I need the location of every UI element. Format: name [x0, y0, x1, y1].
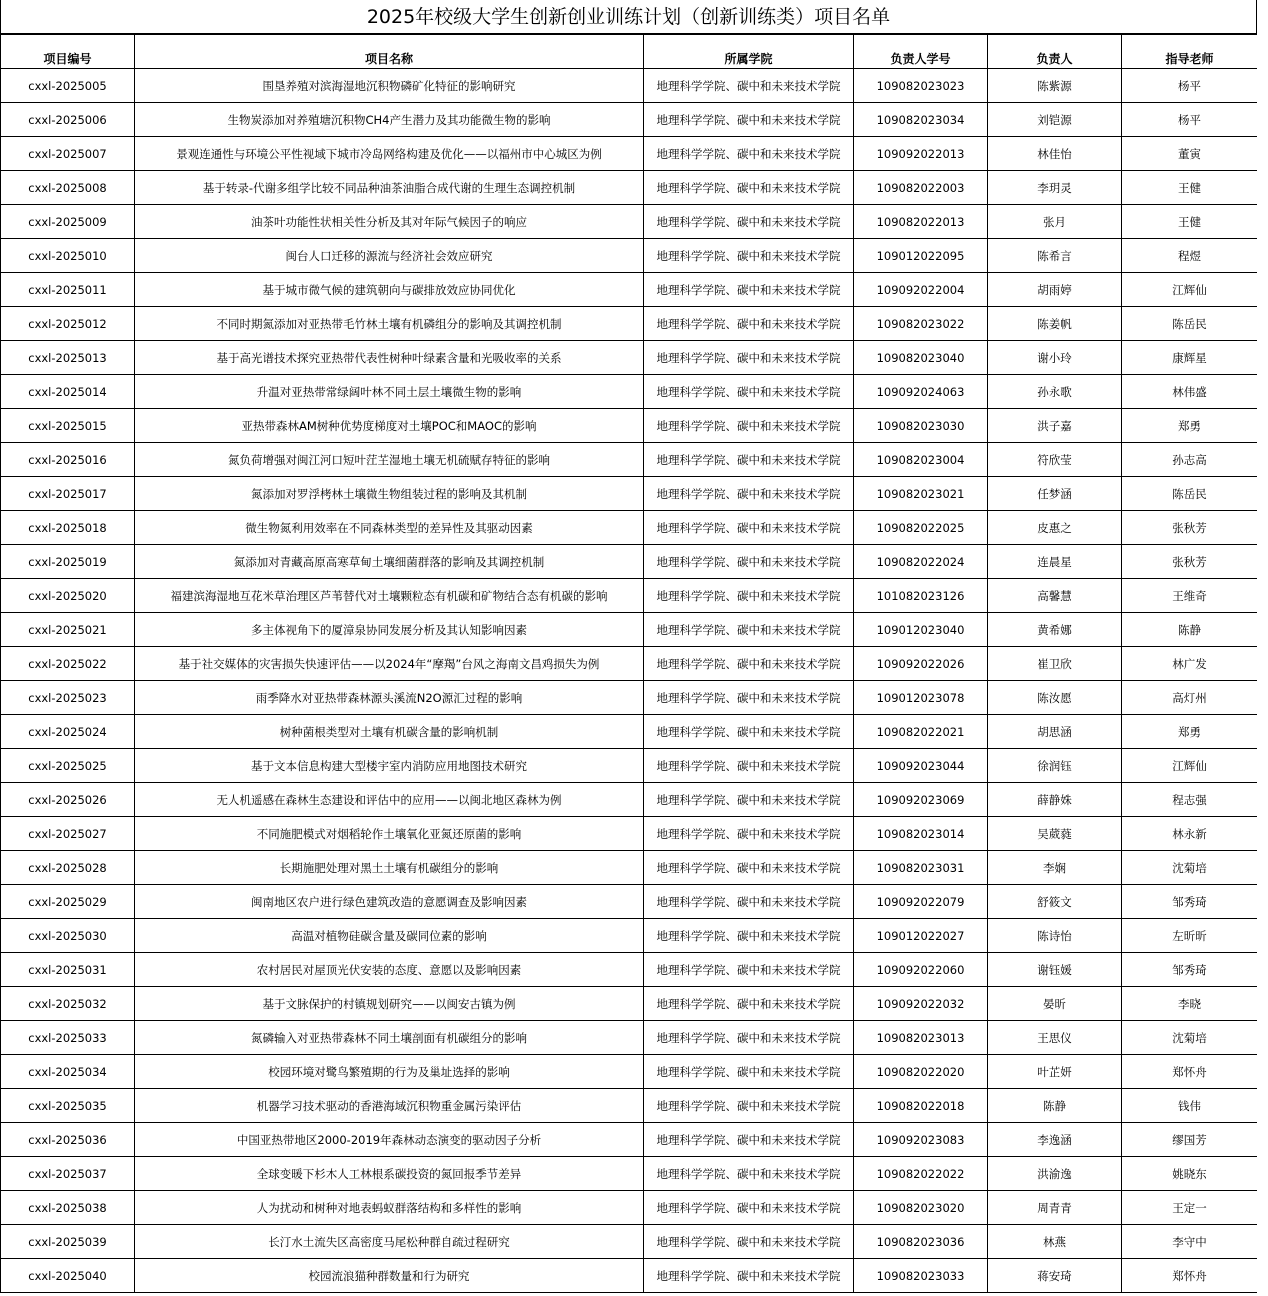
cell-college: 地理科学学院、碳中和未来技术学院 [644, 69, 854, 103]
table-row [1, 647, 1258, 681]
cell-college: 地理科学学院、碳中和未来技术学院 [644, 1259, 854, 1293]
cell-college: 地理科学学院、碳中和未来技术学院 [644, 477, 854, 511]
cell-project-id: cxxl-2025006 [1, 103, 135, 137]
cell-college: 地理科学学院、碳中和未来技术学院 [644, 1191, 854, 1225]
table-row [1, 715, 1258, 749]
cell-leader: 李玥灵 [988, 171, 1122, 205]
cell-college: 地理科学学院、碳中和未来技术学院 [644, 851, 854, 885]
cell-student-id: 109082022003 [854, 171, 988, 205]
col-header-college: 所属学院 [644, 35, 854, 69]
cell-college: 地理科学学院、碳中和未来技术学院 [644, 647, 854, 681]
cell-project-name: 基于高光谱技术探究亚热带代表性树种叶绿素含量和光吸收率的关系 [135, 341, 644, 375]
cell-project-name: 基于文本信息构建大型楼宇室内消防应用地图技术研究 [135, 749, 644, 783]
cell-project-id: cxxl-2025039 [1, 1225, 135, 1259]
cell-student-id: 109092022032 [854, 987, 988, 1021]
table-row [1, 477, 1258, 511]
cell-project-id: cxxl-2025035 [1, 1089, 135, 1123]
table-row [1, 69, 1258, 103]
cell-advisor: 沈菊培 [1122, 851, 1258, 885]
cell-student-id: 109082023033 [854, 1259, 988, 1293]
table-row [1, 341, 1258, 375]
cell-leader: 洪渝逸 [988, 1157, 1122, 1191]
cell-project-id: cxxl-2025008 [1, 171, 135, 205]
cell-leader: 李逸涵 [988, 1123, 1122, 1157]
cell-project-id: cxxl-2025010 [1, 239, 135, 273]
table-row [1, 1259, 1258, 1293]
cell-leader: 胡雨婷 [988, 273, 1122, 307]
cell-leader: 黄希娜 [988, 613, 1122, 647]
cell-advisor: 李晓 [1122, 987, 1258, 1021]
cell-leader: 吴葳蕤 [988, 817, 1122, 851]
cell-leader: 陈希言 [988, 239, 1122, 273]
cell-advisor: 郑勇 [1122, 715, 1258, 749]
cell-college: 地理科学学院、碳中和未来技术学院 [644, 681, 854, 715]
cell-advisor: 高灯州 [1122, 681, 1258, 715]
cell-leader: 任梦涵 [988, 477, 1122, 511]
cell-advisor: 张秋芳 [1122, 545, 1258, 579]
cell-college: 地理科学学院、碳中和未来技术学院 [644, 171, 854, 205]
cell-advisor: 江辉仙 [1122, 749, 1258, 783]
project-table [0, 34, 1257, 1293]
cell-college: 地理科学学院、碳中和未来技术学院 [644, 103, 854, 137]
cell-project-name: 雨季降水对亚热带森林源头溪流N2O源汇过程的影响 [135, 681, 644, 715]
table-row [1, 987, 1258, 1021]
cell-project-name: 多主体视角下的厦漳泉协同发展分析及其认知影响因素 [135, 613, 644, 647]
cell-project-name: 微生物氮利用效率在不同森林类型的差异性及其驱动因素 [135, 511, 644, 545]
cell-student-id: 109092023044 [854, 749, 988, 783]
cell-college: 地理科学学院、碳中和未来技术学院 [644, 375, 854, 409]
cell-advisor: 缪国芳 [1122, 1123, 1258, 1157]
cell-student-id: 109082023030 [854, 409, 988, 443]
cell-college: 地理科学学院、碳中和未来技术学院 [644, 307, 854, 341]
cell-advisor: 张秋芳 [1122, 511, 1258, 545]
col-header-leader: 负责人 [988, 35, 1122, 69]
cell-project-name: 全球变暖下杉木人工林根系碳投资的氮回报季节差异 [135, 1157, 644, 1191]
cell-student-id: 101082023126 [854, 579, 988, 613]
table-row [1, 953, 1258, 987]
table-row [1, 375, 1258, 409]
cell-project-name: 生物炭添加对养殖塘沉积物CH4产生潜力及其功能微生物的影响 [135, 103, 644, 137]
cell-project-name: 基于城市微气候的建筑朝向与碳排放效应协同优化 [135, 273, 644, 307]
cell-advisor: 王维奇 [1122, 579, 1258, 613]
cell-leader: 皮惠之 [988, 511, 1122, 545]
cell-leader: 陈诗怡 [988, 919, 1122, 953]
cell-project-name: 氮添加对青藏高原高寒草甸土壤细菌群落的影响及其调控机制 [135, 545, 644, 579]
cell-project-id: cxxl-2025033 [1, 1021, 135, 1055]
table-row [1, 681, 1258, 715]
cell-project-id: cxxl-2025014 [1, 375, 135, 409]
cell-project-name: 高温对植物硅碳含量及碳同位素的影响 [135, 919, 644, 953]
cell-student-id: 109082023031 [854, 851, 988, 885]
cell-project-id: cxxl-2025012 [1, 307, 135, 341]
cell-advisor: 杨平 [1122, 69, 1258, 103]
cell-project-name: 不同施肥模式对烟稻轮作土壤氧化亚氮还原菌的影响 [135, 817, 644, 851]
cell-advisor: 邹秀琦 [1122, 885, 1258, 919]
cell-project-name: 闽台人口迁移的源流与经济社会效应研究 [135, 239, 644, 273]
cell-college: 地理科学学院、碳中和未来技术学院 [644, 953, 854, 987]
cell-college: 地理科学学院、碳中和未来技术学院 [644, 137, 854, 171]
cell-advisor: 孙志高 [1122, 443, 1258, 477]
cell-leader: 崔卫欣 [988, 647, 1122, 681]
cell-project-name: 树种菌根类型对土壤有机碳含量的影响机制 [135, 715, 644, 749]
cell-project-name: 中国亚热带地区2000-2019年森林动态演变的驱动因子分析 [135, 1123, 644, 1157]
cell-advisor: 程煜 [1122, 239, 1258, 273]
cell-project-name: 氮磷输入对亚热带森林不同土壤剖面有机碳组分的影响 [135, 1021, 644, 1055]
cell-leader: 陈紫源 [988, 69, 1122, 103]
cell-college: 地理科学学院、碳中和未来技术学院 [644, 1055, 854, 1089]
cell-project-id: cxxl-2025027 [1, 817, 135, 851]
cell-project-name: 亚热带森林AM树种优势度梯度对土壤POC和MAOC的影响 [135, 409, 644, 443]
table-row [1, 545, 1258, 579]
cell-student-id: 109092022013 [854, 137, 988, 171]
cell-advisor: 陈岳民 [1122, 477, 1258, 511]
cell-student-id: 109092022079 [854, 885, 988, 919]
cell-college: 地理科学学院、碳中和未来技术学院 [644, 579, 854, 613]
cell-student-id: 109082023013 [854, 1021, 988, 1055]
cell-college: 地理科学学院、碳中和未来技术学院 [644, 511, 854, 545]
cell-college: 地理科学学院、碳中和未来技术学院 [644, 1157, 854, 1191]
cell-advisor: 王定一 [1122, 1191, 1258, 1225]
cell-leader: 刘铠源 [988, 103, 1122, 137]
cell-leader: 王思仪 [988, 1021, 1122, 1055]
table-row [1, 1157, 1258, 1191]
cell-student-id: 109082023022 [854, 307, 988, 341]
cell-student-id: 109092023083 [854, 1123, 988, 1157]
cell-project-id: cxxl-2025016 [1, 443, 135, 477]
cell-college: 地理科学学院、碳中和未来技术学院 [644, 341, 854, 375]
cell-college: 地理科学学院、碳中和未来技术学院 [644, 783, 854, 817]
cell-advisor: 郑怀舟 [1122, 1259, 1258, 1293]
cell-project-name: 闽南地区农户进行绿色建筑改造的意愿调查及影响因素 [135, 885, 644, 919]
table-row [1, 273, 1258, 307]
cell-project-id: cxxl-2025036 [1, 1123, 135, 1157]
cell-leader: 蒋安琦 [988, 1259, 1122, 1293]
cell-advisor: 陈岳民 [1122, 307, 1258, 341]
cell-project-id: cxxl-2025025 [1, 749, 135, 783]
cell-advisor: 杨平 [1122, 103, 1258, 137]
cell-project-name: 氮添加对罗浮栲林土壤微生物组装过程的影响及其机制 [135, 477, 644, 511]
cell-student-id: 109082022025 [854, 511, 988, 545]
sheet-title: 2025年校级大学生创新创业训练计划（创新训练类）项目名单 [0, 0, 1257, 34]
table-row [1, 1225, 1258, 1259]
cell-project-id: cxxl-2025024 [1, 715, 135, 749]
cell-leader: 高馨慧 [988, 579, 1122, 613]
cell-student-id: 109012022095 [854, 239, 988, 273]
cell-project-id: cxxl-2025040 [1, 1259, 135, 1293]
cell-advisor: 林伟盛 [1122, 375, 1258, 409]
cell-student-id: 109082022022 [854, 1157, 988, 1191]
cell-student-id: 109082022020 [854, 1055, 988, 1089]
cell-student-id: 109082023036 [854, 1225, 988, 1259]
cell-leader: 孙永歌 [988, 375, 1122, 409]
table-row [1, 239, 1258, 273]
cell-project-id: cxxl-2025018 [1, 511, 135, 545]
cell-student-id: 109082023023 [854, 69, 988, 103]
cell-student-id: 109082023040 [854, 341, 988, 375]
table-row [1, 409, 1258, 443]
cell-leader: 徐润钰 [988, 749, 1122, 783]
cell-advisor: 王健 [1122, 171, 1258, 205]
cell-college: 地理科学学院、碳中和未来技术学院 [644, 1089, 854, 1123]
cell-student-id: 109092022060 [854, 953, 988, 987]
cell-college: 地理科学学院、碳中和未来技术学院 [644, 239, 854, 273]
cell-project-id: cxxl-2025026 [1, 783, 135, 817]
cell-leader: 符欣莹 [988, 443, 1122, 477]
table-row [1, 919, 1258, 953]
cell-advisor: 林永新 [1122, 817, 1258, 851]
cell-project-id: cxxl-2025022 [1, 647, 135, 681]
table-row [1, 137, 1258, 171]
cell-student-id: 109012022027 [854, 919, 988, 953]
cell-leader: 叶芷妍 [988, 1055, 1122, 1089]
cell-college: 地理科学学院、碳中和未来技术学院 [644, 987, 854, 1021]
cell-project-id: cxxl-2025038 [1, 1191, 135, 1225]
table-row [1, 103, 1258, 137]
cell-project-id: cxxl-2025032 [1, 987, 135, 1021]
cell-project-id: cxxl-2025007 [1, 137, 135, 171]
cell-project-name: 机器学习技术驱动的香港海域沉积物重金属污染评估 [135, 1089, 644, 1123]
cell-project-name: 景观连通性与环境公平性视域下城市冷岛网络构建及优化——以福州市中心城区为例 [135, 137, 644, 171]
cell-project-name: 氮负荷增强对闽江河口短叶茳芏湿地土壤无机硫赋存特征的影响 [135, 443, 644, 477]
cell-project-id: cxxl-2025028 [1, 851, 135, 885]
cell-college: 地理科学学院、碳中和未来技术学院 [644, 715, 854, 749]
cell-project-name: 油茶叶功能性状相关性分析及其对年际气候因子的响应 [135, 205, 644, 239]
cell-project-id: cxxl-2025013 [1, 341, 135, 375]
cell-college: 地理科学学院、碳中和未来技术学院 [644, 273, 854, 307]
cell-project-id: cxxl-2025009 [1, 205, 135, 239]
table-row [1, 783, 1258, 817]
cell-advisor: 江辉仙 [1122, 273, 1258, 307]
cell-leader: 李娴 [988, 851, 1122, 885]
cell-student-id: 109092022026 [854, 647, 988, 681]
cell-project-name: 不同时期氮添加对亚热带毛竹林土壤有机磷组分的影响及其调控机制 [135, 307, 644, 341]
table-row [1, 307, 1258, 341]
cell-project-name: 长期施肥处理对黑土土壤有机碳组分的影响 [135, 851, 644, 885]
cell-leader: 张月 [988, 205, 1122, 239]
cell-advisor: 李守中 [1122, 1225, 1258, 1259]
cell-student-id: 109082023004 [854, 443, 988, 477]
table-row [1, 613, 1258, 647]
cell-project-id: cxxl-2025037 [1, 1157, 135, 1191]
cell-advisor: 林广发 [1122, 647, 1258, 681]
cell-project-name: 围垦养殖对滨海湿地沉积物磷矿化特征的影响研究 [135, 69, 644, 103]
cell-leader: 谢钰媛 [988, 953, 1122, 987]
cell-project-id: cxxl-2025017 [1, 477, 135, 511]
cell-project-name: 长汀水土流失区高密度马尾松种群自疏过程研究 [135, 1225, 644, 1259]
cell-student-id: 109012023078 [854, 681, 988, 715]
cell-leader: 陈姜帆 [988, 307, 1122, 341]
cell-project-name: 基于社交媒体的灾害损失快速评估——以2024年“摩羯”台风之海南文昌鸡损失为例 [135, 647, 644, 681]
cell-project-id: cxxl-2025005 [1, 69, 135, 103]
cell-advisor: 姚晓东 [1122, 1157, 1258, 1191]
cell-project-id: cxxl-2025015 [1, 409, 135, 443]
cell-student-id: 109082022013 [854, 205, 988, 239]
cell-project-id: cxxl-2025023 [1, 681, 135, 715]
cell-project-name: 农村居民对屋顶光伏安装的态度、意愿以及影响因素 [135, 953, 644, 987]
cell-leader: 谢小玲 [988, 341, 1122, 375]
cell-leader: 周青青 [988, 1191, 1122, 1225]
table-row [1, 205, 1258, 239]
cell-student-id: 109012023040 [854, 613, 988, 647]
cell-advisor: 郑勇 [1122, 409, 1258, 443]
table-row [1, 171, 1258, 205]
cell-advisor: 董寅 [1122, 137, 1258, 171]
header-row [1, 35, 1258, 69]
cell-advisor: 钱伟 [1122, 1089, 1258, 1123]
cell-project-id: cxxl-2025029 [1, 885, 135, 919]
table-row [1, 1191, 1258, 1225]
cell-college: 地理科学学院、碳中和未来技术学院 [644, 613, 854, 647]
cell-student-id: 109082022021 [854, 715, 988, 749]
table-row [1, 443, 1258, 477]
cell-student-id: 109082023020 [854, 1191, 988, 1225]
cell-project-name: 校园流浪猫种群数量和行为研究 [135, 1259, 644, 1293]
cell-college: 地理科学学院、碳中和未来技术学院 [644, 817, 854, 851]
cell-college: 地理科学学院、碳中和未来技术学院 [644, 919, 854, 953]
table-body [1, 69, 1258, 1293]
cell-leader: 舒筱文 [988, 885, 1122, 919]
cell-leader: 洪子嘉 [988, 409, 1122, 443]
table-row [1, 749, 1258, 783]
col-header-advisor: 指导老师 [1122, 35, 1258, 69]
cell-project-name: 福建滨海湿地互花米草治理区芦苇替代对土壤颗粒态有机碳和矿物结合态有机碳的影响 [135, 579, 644, 613]
cell-advisor: 王健 [1122, 205, 1258, 239]
table-row [1, 1055, 1258, 1089]
cell-advisor: 左昕昕 [1122, 919, 1258, 953]
table-row [1, 1021, 1258, 1055]
cell-college: 地理科学学院、碳中和未来技术学院 [644, 205, 854, 239]
cell-project-id: cxxl-2025034 [1, 1055, 135, 1089]
cell-college: 地理科学学院、碳中和未来技术学院 [644, 885, 854, 919]
cell-leader: 晏昕 [988, 987, 1122, 1021]
cell-student-id: 109082023034 [854, 103, 988, 137]
col-header-student-id: 负责人学号 [854, 35, 988, 69]
cell-project-name: 升温对亚热带常绿阔叶林不同土层土壤微生物的影响 [135, 375, 644, 409]
cell-leader: 薛静姝 [988, 783, 1122, 817]
cell-student-id: 109082023014 [854, 817, 988, 851]
cell-project-id: cxxl-2025031 [1, 953, 135, 987]
cell-college: 地理科学学院、碳中和未来技术学院 [644, 443, 854, 477]
cell-advisor: 郑怀舟 [1122, 1055, 1258, 1089]
cell-project-name: 无人机遥感在森林生态建设和评估中的应用——以闽北地区森林为例 [135, 783, 644, 817]
cell-student-id: 109092022004 [854, 273, 988, 307]
cell-leader: 连晨星 [988, 545, 1122, 579]
cell-student-id: 109092023069 [854, 783, 988, 817]
table-row [1, 579, 1258, 613]
cell-project-name: 人为扰动和树种对地表蚂蚁群落结构和多样性的影响 [135, 1191, 644, 1225]
cell-leader: 林佳怡 [988, 137, 1122, 171]
cell-project-id: cxxl-2025030 [1, 919, 135, 953]
cell-student-id: 109082022018 [854, 1089, 988, 1123]
cell-college: 地理科学学院、碳中和未来技术学院 [644, 409, 854, 443]
cell-advisor: 康辉星 [1122, 341, 1258, 375]
cell-project-id: cxxl-2025019 [1, 545, 135, 579]
table-row [1, 885, 1258, 919]
cell-advisor: 程志强 [1122, 783, 1258, 817]
cell-college: 地理科学学院、碳中和未来技术学院 [644, 1021, 854, 1055]
col-header-project-name: 项目名称 [135, 35, 644, 69]
page-margin [1257, 0, 1268, 1296]
table-row [1, 817, 1258, 851]
cell-student-id: 109082022024 [854, 545, 988, 579]
col-header-project-id: 项目编号 [1, 35, 135, 69]
cell-advisor: 邹秀琦 [1122, 953, 1258, 987]
cell-student-id: 109082023021 [854, 477, 988, 511]
table-row [1, 511, 1258, 545]
cell-college: 地理科学学院、碳中和未来技术学院 [644, 545, 854, 579]
cell-student-id: 109092024063 [854, 375, 988, 409]
cell-leader: 陈静 [988, 1089, 1122, 1123]
cell-leader: 胡思涵 [988, 715, 1122, 749]
cell-leader: 陈汝愿 [988, 681, 1122, 715]
table-row [1, 851, 1258, 885]
cell-advisor: 陈静 [1122, 613, 1258, 647]
cell-college: 地理科学学院、碳中和未来技术学院 [644, 1225, 854, 1259]
cell-advisor: 沈菊培 [1122, 1021, 1258, 1055]
table-row [1, 1123, 1258, 1157]
cell-project-name: 校园环境对鹭鸟繁殖期的行为及巢址选择的影响 [135, 1055, 644, 1089]
cell-college: 地理科学学院、碳中和未来技术学院 [644, 1123, 854, 1157]
cell-project-name: 基于转录-代谢多组学比较不同品种油茶油脂合成代谢的生理生态调控机制 [135, 171, 644, 205]
cell-project-name: 基于文脉保护的村镇规划研究——以闽安古镇为例 [135, 987, 644, 1021]
cell-leader: 林燕 [988, 1225, 1122, 1259]
cell-project-id: cxxl-2025011 [1, 273, 135, 307]
cell-project-id: cxxl-2025020 [1, 579, 135, 613]
cell-project-id: cxxl-2025021 [1, 613, 135, 647]
cell-college: 地理科学学院、碳中和未来技术学院 [644, 749, 854, 783]
table-row [1, 1089, 1258, 1123]
